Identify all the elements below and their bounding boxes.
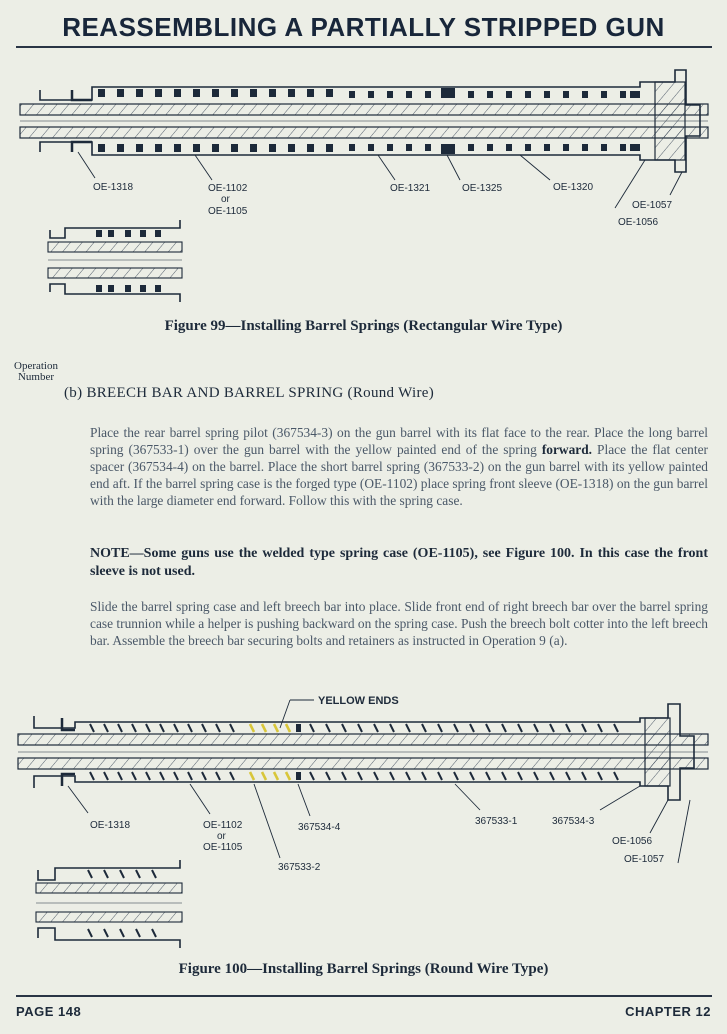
operation-number-label	[14, 361, 58, 383]
figure-100-caption: Figure 100—Installing Barrel Springs (Round Wire Type)	[178, 961, 549, 977]
fig100-label-oe1105: OE-1105	[203, 842, 243, 853]
paragraph-2: Slide the barrel spring case and left breech bar into place. Slide front end of right breech bar over the barrel spring case trunnion while a helper is pushing backward on the spring case. Push the breech bolt cotter into the left breech bar. Assemble the breech bar securing bolts and retainers as instructed in Operation 9 (a).	[90, 599, 708, 648]
paragraph-1-bold: forward.	[541, 442, 593, 457]
figure-100-diagram	[0, 688, 727, 950]
fig100-label-367533-1: 367533-1	[475, 816, 518, 827]
fig100-label-367533-2: 367533-2	[278, 862, 321, 873]
fig100-label-oe1102: OE-1102	[203, 820, 243, 831]
fig100-label-oe1057: OE-1057	[624, 854, 665, 865]
note-paragraph: NOTE—Some guns use the welded type spring case (OE-1105), see Figure 100. In this case the front sleeve is not used.	[90, 546, 708, 579]
page-title: REASSEMBLING A PARTIALLY STRIPPED GUN	[62, 12, 665, 42]
figure-99-caption: Figure 99—Installing Barrel Springs (Rectangular Wire Type)	[164, 318, 563, 334]
fig100-inset-welded-case	[36, 860, 182, 948]
footer-chapter: CHAPTER 12	[625, 1004, 711, 1019]
fig99-label-oe1105: OE-1105	[208, 206, 248, 217]
fig99-label-oe1102: OE-1102	[208, 183, 248, 194]
fig100-label-367534-3: 367534-3	[552, 816, 595, 827]
fig100-label-oe1056: OE-1056	[612, 836, 653, 847]
fig99-label-oe1057: OE-1057	[632, 200, 673, 211]
fig99-label-or: or	[221, 194, 230, 205]
fig100-label-oe1318: OE-1318	[90, 820, 131, 831]
fig100-label-or: or	[217, 831, 226, 842]
section-heading: (b) BREECH BAR AND BARREL SPRING (Round Wire)	[64, 385, 434, 401]
footer-rule	[16, 995, 712, 997]
figure-99-diagram	[0, 60, 727, 310]
operation-label-line1: Operation	[14, 360, 58, 372]
operation-label-line2: Number	[17, 371, 55, 383]
title-rule	[16, 46, 712, 48]
fig99-label-oe1320: OE-1320	[553, 182, 594, 193]
footer-page-number: PAGE 148	[16, 1004, 82, 1019]
fig99-label-oe1318: OE-1318	[93, 182, 134, 193]
fig99-label-oe1056: OE-1056	[618, 217, 659, 228]
paragraph-1-text-b: Place the flat center spacer (367534-4) on the barrel. Place the short barrel spring (367533-2) on the gun barrel with its yellow painted end aft. If the barrel spring case is the forged type (OE-1102) place spring front sleeve (OE-1318) on the gun barrel with the large diameter end forward. Follow this with the spring case.	[90, 442, 708, 508]
fig100-label-yellow-ends: YELLOW ENDS	[318, 695, 399, 707]
fig100-label-367534-4: 367534-4	[298, 822, 341, 833]
fig99-label-oe1325: OE-1325	[462, 183, 503, 194]
paragraph-1	[90, 424, 708, 509]
fig99-label-oe1321: OE-1321	[390, 183, 431, 194]
fig99-inset-welded-case	[48, 220, 182, 302]
paragraph-1-text-a: Place the rear barrel spring pilot (367534-3) on the gun barrel with its flat face to the rear. Place the long barrel spring (367533-1) over the gun barrel with the yellow painted end of the spring	[90, 425, 708, 457]
